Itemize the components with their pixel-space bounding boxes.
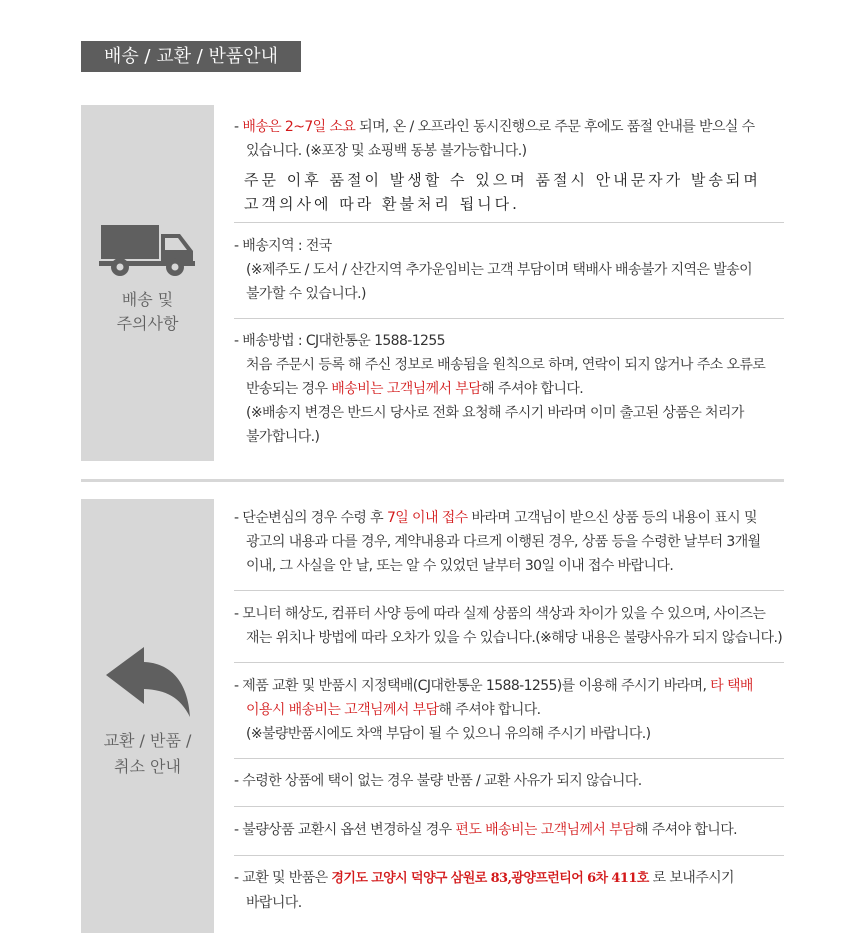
shipping-area-block: - 배송지역 : 전국 (※제주도 / 도서 / 산간지역 추가운임비는 고객 부담이며 택배사 배송불가 지역은 발송이 불가할 수 있습니다.) xyxy=(234,238,752,302)
exchange-side-label-2: 취소 안내 xyxy=(114,757,181,776)
exchange-side-label-1: 교환 / 반품 / xyxy=(103,731,192,750)
section-divider xyxy=(81,479,784,482)
divider xyxy=(234,855,784,856)
monitor-notice-block: - 모니터 해상도, 컴퓨터 사양 등에 따라 실제 상품의 색상과 차이가 있을 수 있으며, 사이즈는 재는 위치나 방법에 따라 오차가 있을 수 있습니다.(※해당 내용은 불량사유가 되지 않습니다.) xyxy=(234,606,783,646)
defect-exchange-block: - 불량상품 교환시 옵션 변경하실 경우 편도 배송비는 고객님께서 부담해 주셔야 합니다. xyxy=(234,822,738,838)
divider xyxy=(234,806,784,807)
divider xyxy=(234,318,784,319)
exchange-side-panel xyxy=(81,499,214,933)
other-courier-fee-highlight: 이용시 배송비는 고객님께서 부담 xyxy=(246,702,439,718)
shipping-period-block: - 배송은 2~7일 소요 되며, 온 / 오프라인 동시진행으로 주문 후에도 품절 안내를 받으실 수 있습니다. (※포장 및 쇼핑백 동봉 불가능합니다.) xyxy=(234,119,755,159)
seven-day-highlight: 7일 이내 접수 xyxy=(386,510,468,526)
page-title: 배송 / 교환 / 반품안내 xyxy=(81,41,301,72)
divider xyxy=(234,662,784,663)
return-address: 경기도 고양시 덕양구 삼원로 83,광양프런티어 6차 411호 xyxy=(331,871,649,886)
divider xyxy=(234,758,784,759)
shipping-side-label-2: 주의사항 xyxy=(116,314,179,333)
courier-block: - 제품 교환 및 반품시 지정택배(CJ대한통운 1588-1255)를 이용해 주시기 바라며, 타 택배 이용시 배송비는 고객님께서 부담해 주셔야 합니다. (※불량반품시에도 차액 부담이 될 수 있으니 유의해 주시기 바랍니다.) xyxy=(234,678,753,742)
shipping-period-highlight: 배송은 2~7일 소요 xyxy=(242,119,356,135)
one-way-fee-highlight: 편도 배송비는 고객님께서 부담 xyxy=(455,822,635,838)
return-address-block: - 교환 및 반품은 경기도 고양시 덕양구 삼원로 83,광양프런티어 6차 411호 로 보내주시기 바랍니다. xyxy=(234,870,734,911)
divider xyxy=(234,590,784,591)
tag-notice-block: - 수령한 상품에 택이 없는 경우 불량 반품 / 교환 사유가 되지 않습니다. xyxy=(234,773,642,789)
shipping-side-label-1: 배송 및 xyxy=(121,290,174,309)
soldout-notice: 주문 이후 품절이 발생할 수 있으며 품절시 안내문자가 발송되며 고객의사에 따라 환불처리 됩니다. xyxy=(244,171,761,213)
return-arrow-icon xyxy=(104,645,192,721)
shipping-fee-highlight: 배송비는 고객님께서 부담 xyxy=(331,381,482,397)
other-courier-highlight: 타 택배 xyxy=(710,678,753,694)
truck-icon xyxy=(98,217,196,277)
shipping-side-panel xyxy=(81,105,214,461)
change-of-mind-block: - 단순변심의 경우 수령 후 7일 이내 접수 바라며 고객님이 받으신 상품 등의 내용이 표시 및 광고의 내용과 다를 경우, 계약내용과 다르게 이행된 경우, 상품 등을 수령한 날부터 3개월 이내, 그 사실을 안 날, 또는 알 수 있었던 날부터 30일 이내 접수 바랍니다. xyxy=(234,510,761,574)
divider xyxy=(234,222,784,223)
shipping-method-block: - 배송방법 : CJ대한통운 1588-1255 처음 주문시 등록 해 주신 정보로 배송됨을 원칙으로 하며, 연락이 되지 않거나 주소 오류로 반송되는 경우 배송비는 고객님께서 부담해 주셔야 합니다. (※배송지 변경은 반드시 당사로 전화 요청해 주시기 바라며 이미 출고된 상품은 처리가 불가합니다.) xyxy=(234,333,766,445)
